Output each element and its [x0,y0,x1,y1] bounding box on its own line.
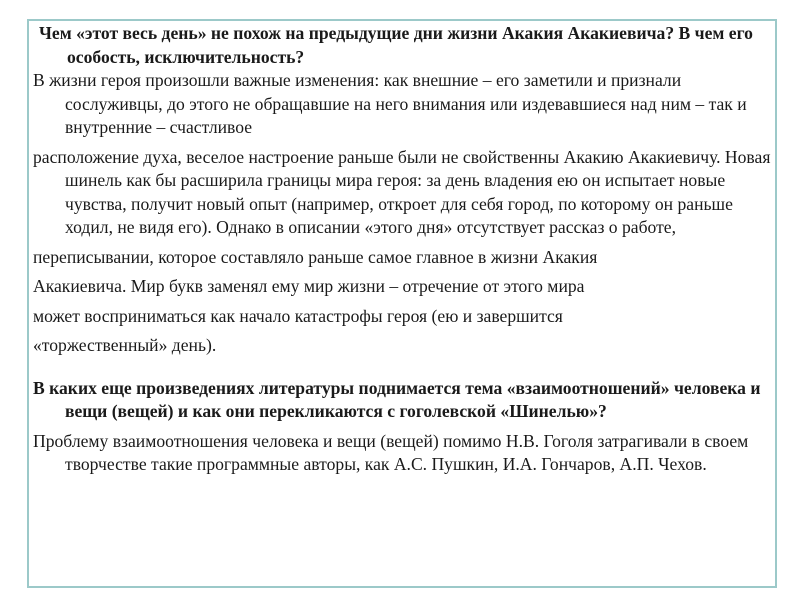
answer-1-paragraph-2: расположение духа, веселое настроение раньше были не свойственны Акакию Акакиевичу. Новая шинель как бы расширила границы мира героя: за день владения ею он испытает новые чувства, получит новый опыт (например, откроет для себя город, по которому он раньше ходил, не видя его). Однако в описании «этого дня» отсутствует рассказ о работе, [33,146,771,237]
answer-1-line-4: «торжественный» день). [33,335,217,355]
spacer [33,358,773,377]
answer-1-paragraph-1: В жизни героя произошли важные изменения: как внешние – его заметили и признали сослуживцы, до этого не обращавшие на него внимания или издевавшиеся над ним – так и внутренние – счастливое [33,70,747,137]
answer-1-line-1: переписывании, которое составляло раньше самое главное в жизни Акакия [33,246,598,267]
answer-2: Проблему взаимоотношения человека и вещи (вещей) помимо Н.В. Гоголя затрагивали в своем творчестве такие программные авторы, как А.С. Пушкин, И.А. Гончаров, А.П. Чехов. [33,430,749,474]
question-2: В каких еще произведениях литературы поднимается тема «взаимоотношений» человека и вещи (вещей) и как они перекликаются с гоголевской «Шинелью»? [33,377,761,421]
answer-1-line-3: может восприниматься как начало катастрофы героя (ею и завершится [33,305,563,326]
question-1: Чем «этот весь день» не похож на предыдущие дни жизни Акакия Акакиевича? В чем его особость, исключительность? [39,23,753,67]
slide-content [33,22,773,477]
answer-1-line-2: Акакиевича. Мир букв заменял ему мир жизни – отречение от этого мира [33,276,585,296]
